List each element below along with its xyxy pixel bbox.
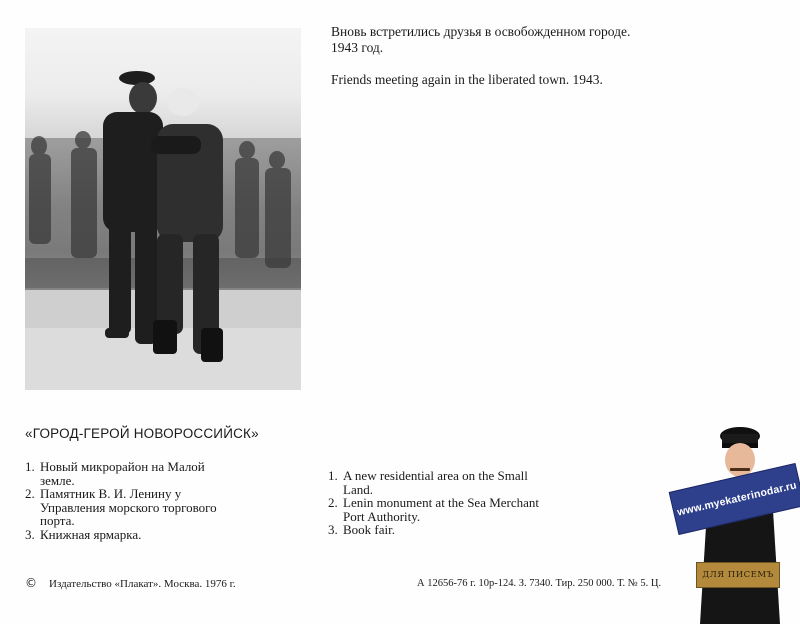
- wartime-photo: [25, 28, 301, 390]
- list-item-text: Новый микрорайон на Малой земле.: [40, 459, 205, 488]
- list-item: [25, 528, 225, 542]
- list-item: [328, 496, 558, 523]
- list-item: [328, 469, 558, 496]
- list-item-number: 1.: [328, 468, 338, 483]
- list-item-text: A new residential area on the Small Land.: [343, 468, 528, 497]
- set-title: «ГОРОД-ГЕРОЙ НОВОРОССИЙСК»: [25, 426, 259, 441]
- photo-caption-ru: Вновь встретились друзья в освобожденном городе. 1943 год.: [331, 24, 631, 55]
- watermark-banner: www.myekaterinodar.ru: [669, 463, 800, 535]
- list-item: [25, 460, 225, 487]
- publisher-line: [25, 577, 236, 591]
- contents-list-ru: [25, 460, 225, 541]
- list-item-number: 3.: [25, 526, 35, 542]
- contents-list-en: [328, 469, 558, 537]
- list-item-number: 1.: [25, 459, 35, 474]
- list-item-text: Книжная ярмарка.: [40, 526, 142, 542]
- publisher-text: Издательство «Плакат». Москва. 1976 г.: [49, 578, 236, 590]
- print-info: А 12656-76 г. 10р-124. З. 7340. Тир. 250 000. Т. № 5. Ц.: [417, 578, 662, 589]
- copyright-symbol: ©: [25, 576, 37, 590]
- watermark-sign: ДЛЯ ПИСЕМЪ: [696, 562, 780, 588]
- list-item-number: 2.: [328, 495, 338, 510]
- list-item-text: Lenin monument at the Sea Merchant Port Authority.: [343, 495, 540, 524]
- list-item-text: Памятник В. И. Ленину у Управления морского торгового порта.: [40, 486, 217, 528]
- list-item-text: Book fair.: [343, 522, 395, 537]
- photo-caption-en: Friends meeting again in the liberated town. 1943.: [331, 72, 603, 87]
- list-item-number: 3.: [328, 522, 338, 537]
- list-item-number: 2.: [25, 486, 35, 501]
- list-item: [25, 487, 225, 528]
- list-item: [328, 523, 558, 537]
